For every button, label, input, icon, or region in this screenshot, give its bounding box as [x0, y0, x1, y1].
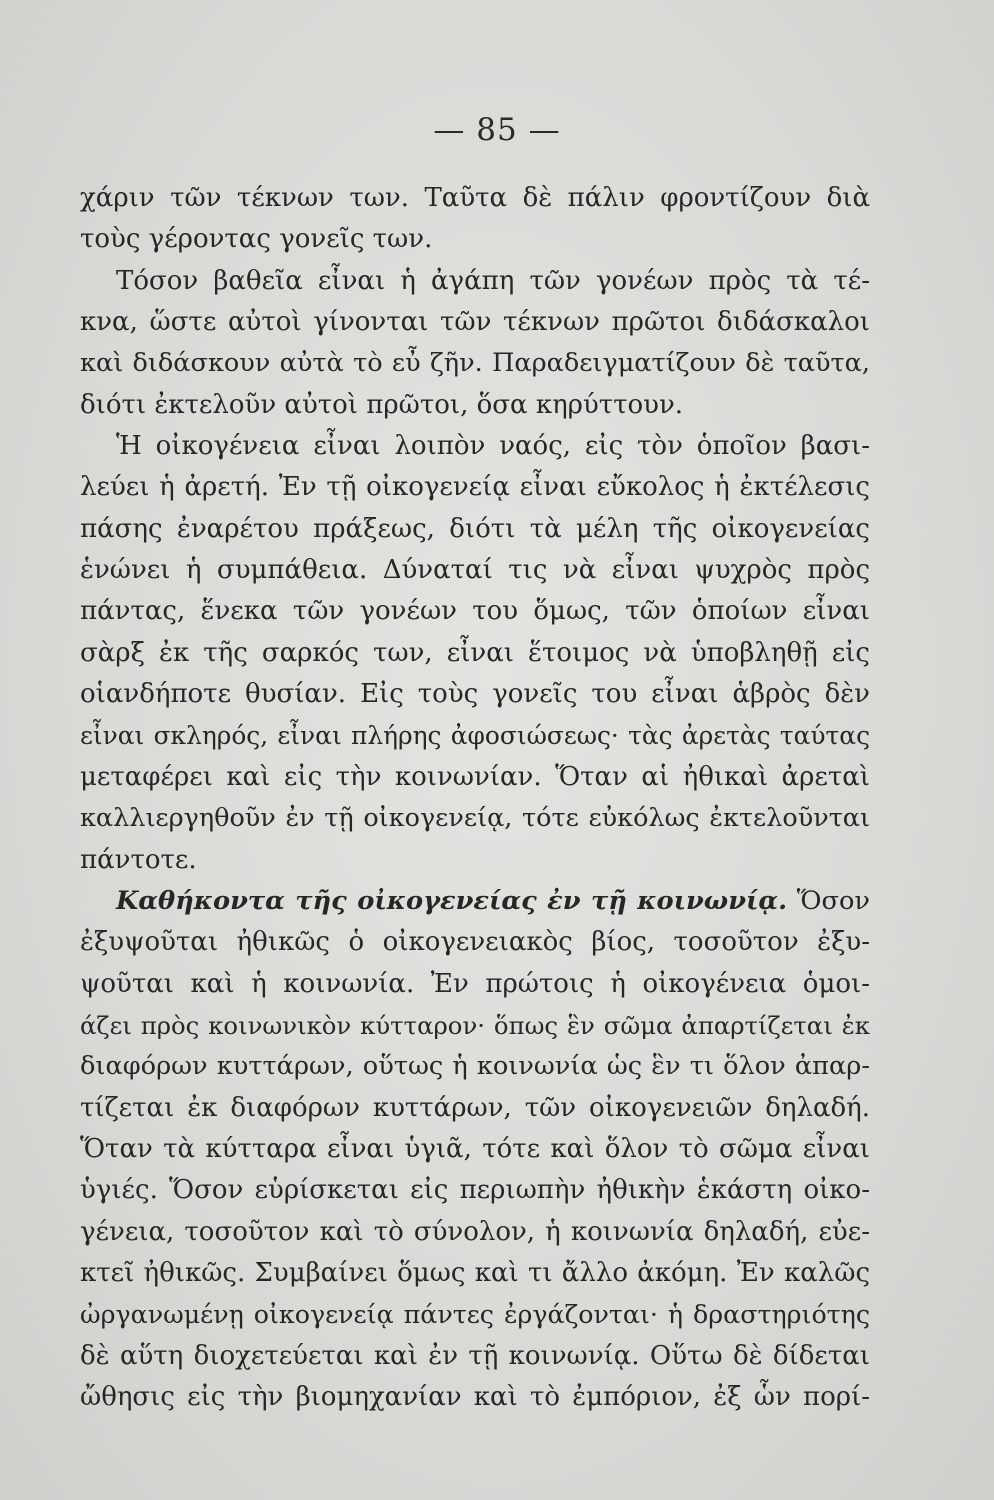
text-line: πάντας, ἕνεκα τῶν γονέων του ὅμως, τῶν ὁποίων εἶναι: [80, 596, 870, 627]
text-line: σὰρξ ἐκ τῆς σαρκός των, εἶναι ἕτοιμος νὰ ὑποβληθῇ εἰς: [80, 637, 870, 668]
text-line: ὑγιές. Ὅσον εὑρίσκεται εἰς περιωπὴν ἠθικὴν ἑκάστη οἰκο-: [80, 1175, 870, 1206]
section-heading-line: Καθήκοντα τῆς οἰκογενείας ἐν τῇ κοινωνίᾳ. Ὅσον: [116, 885, 870, 916]
section-heading: Καθήκοντα τῆς οἰκογενείας ἐν τῇ κοινωνίᾳ.: [116, 885, 788, 916]
text-line: κτεῖ ἠθικῶς. Συμβαίνει ὅμως καὶ τι ἄλλο ἀκόμη. Ἐν καλῶς: [80, 1257, 870, 1288]
text-line: χάριν τῶν τέκνων των. Ταῦτα δὲ πάλιν φροντίζουν διὰ: [80, 183, 870, 213]
text-line: άζει πρὸς κοινωνικὸν κύτταρον· ὅπως ἓν σῶμα ἀπαρτίζεται ἐκ: [80, 1010, 870, 1040]
text-line: λεύει ἡ ἀρετή. Ἐν τῇ οἰκογενείᾳ εἶναι εὔκολος ἡ ἐκτέλεσις: [80, 472, 870, 503]
text-line: εἶναι σκληρός, εἶναι πλήρης ἀφοσιώσεως· τὰς ἀρετὰς ταύτας: [80, 721, 870, 751]
body-text: [80, 178, 870, 1418]
text-line: δὲ αὕτη διοχετεύεται καὶ ἐν τῇ κοινωνίᾳ. Οὕτω δὲ δίδεται: [80, 1340, 870, 1371]
text-line: διαφόρων κυττάρων, οὕτως ἡ κοινωνία ὡς ἓν τι ὅλον ἀπαρ-: [80, 1051, 870, 1082]
text-line: Ὅταν τὰ κύτταρα εἶναι ὑγιᾶ, τότε καὶ ὅλον τὸ σῶμα εἶναι: [80, 1133, 870, 1164]
text-line: τίζεται ἐκ διαφόρων κυττάρων, τῶν οἰκογενειῶν δηλαδή.: [80, 1092, 870, 1123]
text-line: τοὺς γέροντας γονεῖς των.: [80, 224, 433, 255]
text-line: διότι ἐκτελοῦν αὐτοὶ πρῶτοι, ὅσα κηρύττουν.: [80, 389, 684, 420]
text-line: πάσης ἐναρέτου πράξεως, διότι τὰ μέλη τῆς οἰκογενείας: [80, 513, 870, 544]
text-line: μεταφέρει καὶ εἰς τὴν κοινωνίαν. Ὅταν αἱ ἠθικαὶ ἀρεταὶ: [80, 761, 870, 792]
text-line: ἑνώνει ἡ συμπάθεια. Δύναταί τις νὰ εἶναι ψυχρὸς πρὸς: [80, 555, 870, 586]
text-line: οἱανδήποτε θυσίαν. Εἰς τοὺς γονεῖς του εἶναι ἁβρὸς δὲν: [80, 679, 870, 710]
text-line: Τόσον βαθεῖα εἶναι ἡ ἀγάπη τῶν γονέων πρὸς τὰ τέ-: [116, 265, 870, 296]
text-line: καλλιεργηθοῦν ἐν τῇ οἰκογενείᾳ, τότε εὐκόλως ἐκτελοῦνται: [80, 803, 870, 834]
text-line: Ἡ οἰκογένεια εἶναι λοιπὸν ναός, εἰς τὸν ὁποῖον βασι-: [116, 431, 870, 462]
text-line: κνα, ὥστε αὐτοὶ γίνονται τῶν τέκνων πρῶτοι διδάσκαλοι: [80, 307, 870, 338]
text-line: ὤθησις εἰς τὴν βιομηχανίαν καὶ τὸ ἐμπόριον, ἐξ ὧν πορί-: [80, 1381, 870, 1412]
text-line: καὶ διδάσκουν αὐτὰ τὸ εὖ ζῆν. Παραδειγματίζουν δὲ ταῦτα,: [80, 348, 870, 379]
text-line: γένεια, τοσοῦτον καὶ τὸ σύνολον, ἡ κοινωνία δηλαδή, εὐε-: [80, 1216, 870, 1247]
text-line: ψοῦται καὶ ἡ κοινωνία. Ἐν πρώτοις ἡ οἰκογένεια ὁμοι-: [80, 968, 870, 999]
page-number: — 85 —: [433, 112, 561, 148]
text-line: ἐξυψοῦται ἠθικῶς ὁ οἰκογενειακὸς βίος, τοσοῦτον ἐξυ-: [80, 927, 870, 958]
text-line: ὠργανωμένῃ οἰκογενείᾳ πάντες ἐργάζονται· ἡ δραστηριότης: [80, 1300, 870, 1330]
text-line: πάντοτε.: [80, 844, 197, 875]
